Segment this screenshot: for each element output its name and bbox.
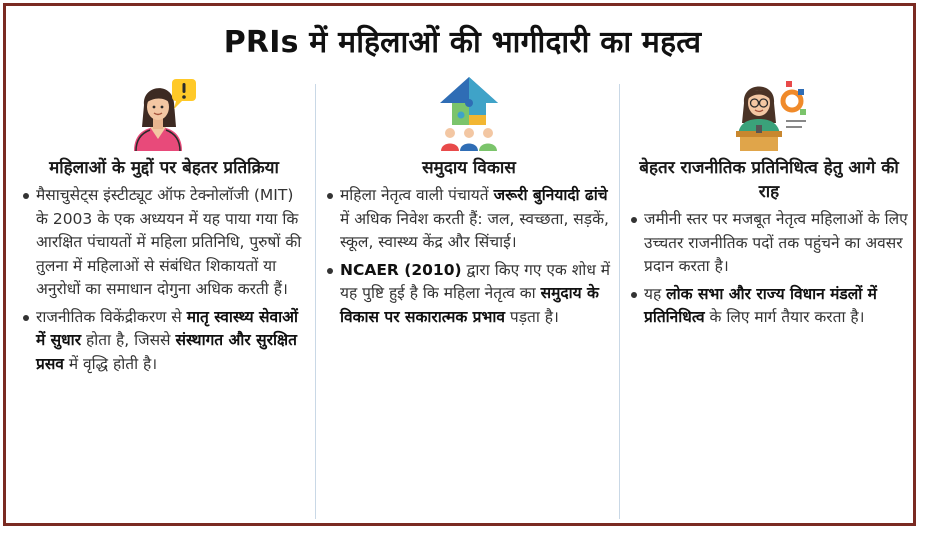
- content-frame: [3, 3, 916, 526]
- community-puzzle-icon: [324, 72, 614, 154]
- column-heading: समुदाय विकास: [422, 158, 516, 178]
- text-segment: यह: [644, 284, 667, 303]
- bullet-point: [628, 208, 910, 279]
- bold-text: लोक सभा और राज्य विधान मंडलों में प्रतिनिधित्व: [644, 284, 877, 326]
- bold-text: जरूरी बुनियादी ढांचे: [493, 186, 608, 204]
- bold-text: NCAER (2010): [340, 260, 462, 279]
- woman-speech-icon: [20, 72, 308, 154]
- bullet-point: [324, 184, 614, 255]
- bullet-point: [20, 306, 308, 377]
- column-divider: [619, 84, 620, 519]
- bullet-point: [628, 283, 910, 330]
- woman-leader-podium-icon: [628, 72, 910, 154]
- bullet-point: [20, 184, 308, 302]
- bullet-list: [20, 184, 308, 376]
- bold-text: संस्थागत और सुरक्षित प्रसव: [36, 331, 297, 373]
- text-segment: महिला नेतृत्व वाली पंचायतें: [340, 186, 494, 204]
- text-segment: में वृद्धि होती है।: [63, 354, 158, 373]
- text-segment: द्वारा किए गए एक शोध में यह पुष्टि हुई है कि महिला नेतृत्व का: [340, 260, 611, 302]
- bullet-list: [628, 208, 910, 330]
- column-community-development: [324, 72, 614, 333]
- bullet-list: [324, 184, 614, 329]
- text-segment: के लिए मार्ग तैयार करता है।: [704, 308, 865, 326]
- column-divider: [315, 84, 316, 519]
- bold-text: मातृ स्वास्थ्य सेवाओं में सुधार: [36, 307, 298, 349]
- column-political-representation: [628, 72, 910, 334]
- text-segment: राजनीतिक विकेंद्रीकरण से: [36, 307, 187, 326]
- bullet-point: [324, 259, 614, 330]
- text-segment: में अधिक निवेश करती हैं: जल, स्वच्छता, सड़कें, स्कूल, स्वास्थ्य केंद्र और सिंचाई।: [340, 209, 609, 251]
- text-segment: जमीनी स्तर पर मजबूत नेतृत्व महिलाओं के लिए उच्चतर राजनीतिक पदों तक पहुंचने का अवसर प्रदान करता है।: [644, 210, 908, 275]
- column-womens-issues: [20, 72, 308, 380]
- bold-text: समुदाय के विकास पर सकारात्मक प्रभाव: [340, 284, 599, 326]
- column-heading: बेहतर राजनीतिक प्रतिनिधित्व हेतु आगे की राह: [639, 158, 899, 202]
- text-segment: पड़ता है।: [505, 307, 559, 326]
- column-heading: महिलाओं के मुद्दों पर बेहतर प्रतिक्रिया: [49, 158, 279, 178]
- text-segment: होता है, जिससे: [81, 331, 176, 349]
- text-segment: मैसाचुसेट्स इंस्टीट्यूट ऑफ टेक्नोलॉजी (MIT) के 2003 के एक अध्ययन में यह पाया गया कि आरक्षित पंचायतों में महिला प्रतिनिधि, पुरुषों की तुलना में महिलाओं से संबंधित शिकायतों या अनुरोधों का समाधान दोगुना अधिक करती हैं।: [36, 186, 302, 298]
- page-title: PRIs में महिलाओं की भागीदारी का महत्व: [223, 25, 702, 60]
